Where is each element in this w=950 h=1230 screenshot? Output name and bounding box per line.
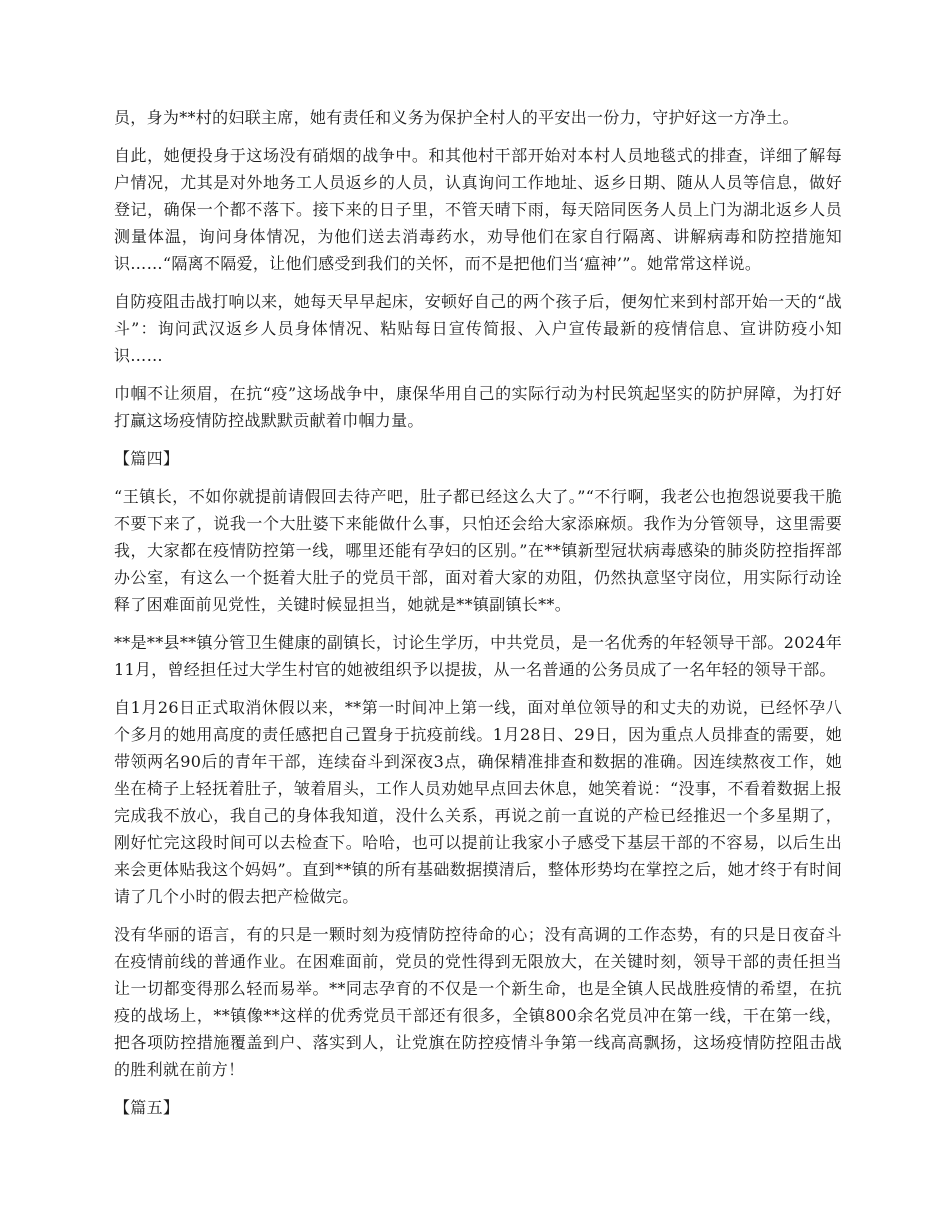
paragraph-1: 员，身为**村的妇联主席，她有责任和义务为保护全村人的平安出一份力，守护好这一方净土。	[114, 108, 799, 127]
paragraph-8: 没有华丽的语言，有的只是一颗时刻为疫情防控待命的心；没有高调的工作态势，有的只是日夜奋斗在疫情前线的普通作业。在困难面前，党员的党性得到无限放大，在关键时刻，领导干部的责任担当让一切都变得那么轻而易举。**同志孕育的不仅是一个新生命，也是全镇人民战胜疫情的希望，在抗疫的战场上，**镇像**这样的优秀党员干部还有很多，全镇800余名党员冲在第一线，干在第一线，把各项防控措施覆盖到户、落实到人，让党旗在防控疫情斗争第一线高高飘扬，这场疫情防控阻击战的胜利就在前方！	[114, 925, 842, 1079]
paragraph-2: 自此，她便投身于这场没有硝烟的战争中。和其他村干部开始对本村人员地毯式的排查，详细了解每户情况，尤其是对外地务工人员返乡的人员，认真询问工作地址、返乡日期、随从人员等信息，做好登记，确保一个都不落下。接下来的日子里，不管天晴下雨，每天陪同医务人员上门为湖北返乡人员测量体温，询问身体情况，为他们送去消毒药水，劝导他们在家自行隔离、讲解病毒和防控措施知识……“隔离不隔爱，让他们感受到我们的关怀，而不是把他们当‘瘟神’”。她常常这样说。	[114, 146, 842, 273]
paragraph-4: 巾帼不让须眉，在抗“疫”这场战争中，康保华用自己的实际行动为村民筑起坚实的防护屏障，为打好打赢这场疫情防控战默默贡献着巾帼力量。	[114, 384, 842, 430]
paragraph-7: 自1月26日正式取消休假以来，**第一时间冲上第一线，面对单位领导的和丈夫的劝说，已经怀孕八个多月的她用高度的责任感把自己置身于抗疫前线。1月28日、29日，因为重点人员排查的需要，她带领两名90后的青年干部，连续奋斗到深夜3点，确保精准排查和数据的准确。因连续熬夜工作，她坐在椅子上轻抚着肚子，皱着眉头，工作人员劝她早点回去休息，她笑着说：“没事，不看着数据上报完成我不放心，我自己的身体我知道，没什么关系，再说之前一直说的产检已经推迟一个多星期了，刚好忙完这段时间可以去检查下。哈哈，也可以提前让我家小子感受下基层干部的不容易，以后生出来会更体贴我这个妈妈”。直到**镇的所有基础数据摸清后，整体形势均在掌控之后，她才终于有时间请了几个小时的假去把产检做完。	[114, 698, 842, 906]
paragraph-6: **是**县**镇分管卫生健康的副镇长，讨论生学历，中共党员，是一名优秀的年轻领导干部。2024年11月，曾经担任过大学生村官的她被组织予以提拔，从一名普通的公务员成了一名年轻的领导干部。	[114, 633, 842, 679]
document-page	[114, 104, 842, 1132]
section-heading-5: 【篇五】	[114, 1098, 180, 1117]
paragraph-5: “王镇长，不如你就提前请假回去待产吧，肚子都已经这么大了。”“不行啊，我老公也抱怨说要我干脆不要下来了，说我一个大肚婆下来能做什么事，只怕还会给大家添麻烦。我作为分管领导，这里需要我，大家都在疫情防控第一线，哪里还能有孕妇的区别。”在**镇新型冠状病毒感染的肺炎防控指挥部办公室，有这么一个挺着大肚子的党员干部，面对着大家的劝阻，仍然执意坚守岗位，用实际行动诠释了困难面前见党性，关键时候显担当，她就是**镇副镇长**。	[114, 487, 842, 614]
paragraph-3: 自防疫阻击战打响以来，她每天早早起床，安顿好自己的两个孩子后，便匆忙来到村部开始一天的“战斗”：询问武汉返乡人员身体情况、粘贴每日宣传简报、入户宣传最新的疫情信息、宣讲防疫小知识……	[114, 292, 842, 365]
section-heading-4: 【篇四】	[114, 449, 180, 468]
